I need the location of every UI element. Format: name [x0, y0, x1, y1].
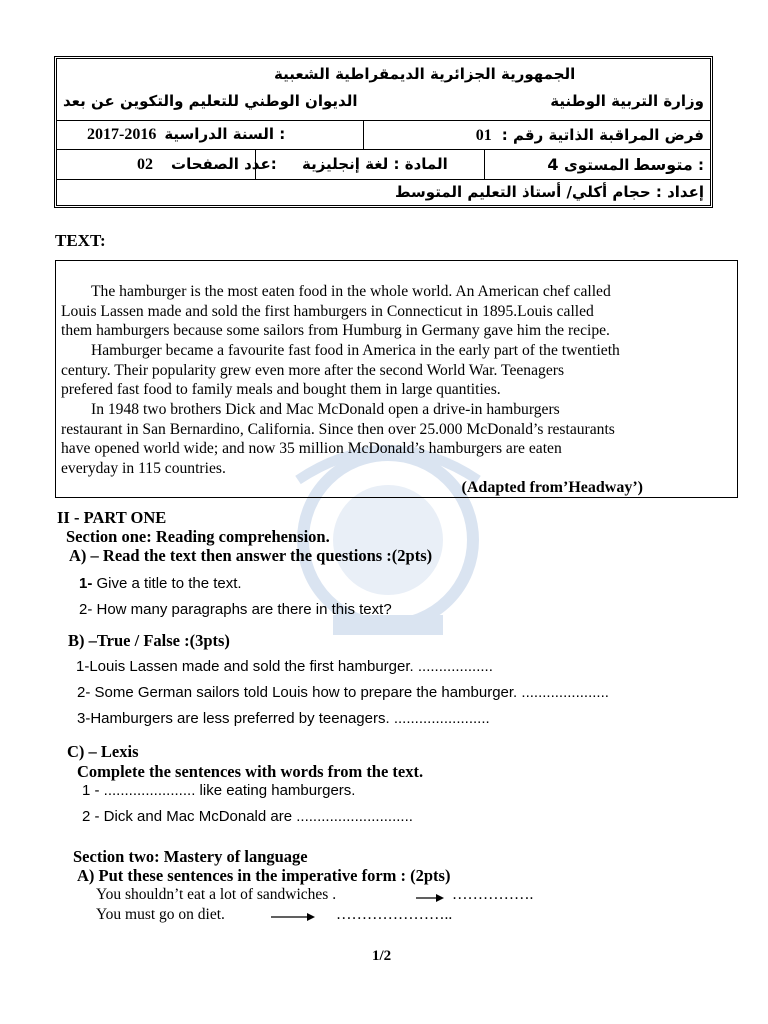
part-one-title: II - PART ONE [57, 508, 167, 527]
school-year-value: 2017-2016 [87, 126, 157, 143]
text-line: Hamburger became a favourite fast food in America in the early part of the twentieth [91, 342, 620, 359]
section-a-title: A) – Read the text then answer the questions :(2pts) [69, 546, 433, 565]
section-one-title: Section one: Reading comprehension. [66, 527, 330, 546]
page-count-field [137, 155, 277, 174]
page-count-label: عدد الصفحات: [171, 155, 277, 173]
sentence-2: You must go on diet. [96, 906, 225, 923]
ministry-name: وزارة التربية الوطنية [550, 92, 704, 110]
text-line: restaurant in San Bernardino, California. Since then over 25.000 McDonald’s restaurants [61, 420, 615, 438]
text-line: have opened world wide; and now 35 million McDonald’s hamburgers are eaten [61, 440, 562, 458]
paragraph-3 [61, 400, 733, 478]
right-arrow-icon [271, 912, 315, 922]
question-b1: 1-Louis Lassen made and sold the first hamburger. .................. [76, 658, 493, 675]
header-row-details [57, 150, 710, 180]
sentence-1-blank: ……………. [452, 886, 534, 903]
text-line: In 1948 two brothers Dick and Mac McDonald open a drive-in hamburgers [91, 401, 560, 418]
section-c-instructions: Complete the sentences with words from the text. [77, 762, 424, 781]
page-number: 1/2 [372, 948, 392, 964]
school-year-label: السنة الدراسية : [164, 125, 286, 143]
question-c2: 2 - Dick and Mac McDonald are ............................ [82, 808, 413, 825]
page-count-value: 02 [137, 156, 153, 173]
text-source: (Adapted from’Headway’) [461, 479, 643, 496]
text-line: The hamburger is the most eaten food in the whole world. An American chef called [91, 283, 611, 300]
header-row-exam [57, 121, 710, 150]
exam-number: 01 [475, 127, 492, 144]
question-b3: 3-Hamburgers are less preferred by teenagers. ....................... [77, 710, 490, 727]
prepared-by: إعداد : حجام أكلي/ أستاذ التعليم المتوسط [394, 183, 704, 201]
subject-field: المادة : لغة إنجليزية [302, 155, 448, 173]
section-c-title: C) – Lexis [67, 742, 139, 761]
text-line: century. Their popularity grew even more after the second World War. Teenagers [61, 361, 565, 379]
reading-text-box [55, 260, 738, 498]
paragraph-2 [61, 341, 733, 400]
sentence-2-blank: ………………….. [336, 906, 453, 923]
text-line: Louis Lassen made and sold the first hamburgers in Connecticut in 1895.Louis called [61, 302, 594, 320]
question-c1: 1 - ...................... like eating hamburgers. [82, 782, 356, 799]
header-row-author [57, 180, 710, 206]
section-two-title: Section two: Mastery of language [73, 847, 308, 866]
text-heading: TEXT: [55, 231, 106, 250]
level-field: 4 متوسط المستوى : [547, 155, 704, 174]
header-row-institution [57, 59, 710, 121]
question-a1: 1- Give a title to the text. [79, 575, 242, 592]
exam-header-table [54, 56, 713, 208]
text-line: them hamburgers because some sailors from Humburg in Germany gave him the recipe. [61, 322, 610, 340]
paragraph-1 [61, 282, 733, 341]
question-b2: 2- Some German sailors told Louis how to prepare the hamburger. ..................... [77, 684, 609, 701]
right-arrow-icon [416, 893, 444, 903]
exam-number-field: فرض المراقبة الذاتية رقم : 01 [475, 126, 704, 144]
school-year-field [87, 125, 285, 144]
section-b-title: B) –True / False :(3pts) [68, 631, 230, 650]
sentence-1: You shouldn’t eat a lot of sandwiches . [96, 886, 337, 903]
section-two-a-title: A) Put these sentences in the imperative form : (2pts) [77, 866, 451, 885]
office-name: الديوان الوطني للتعليم والتكوين عن بعد [63, 92, 358, 110]
text-line: everyday in 115 countries. [61, 459, 226, 477]
text-line: prefered fast food to family meals and bought them in large quantities. [61, 381, 501, 399]
question-a2: 2- How many paragraphs are there in this text? [79, 601, 392, 618]
republic-title: الجمهورية الجزائرية الديمقراطية الشعبية [274, 65, 576, 83]
